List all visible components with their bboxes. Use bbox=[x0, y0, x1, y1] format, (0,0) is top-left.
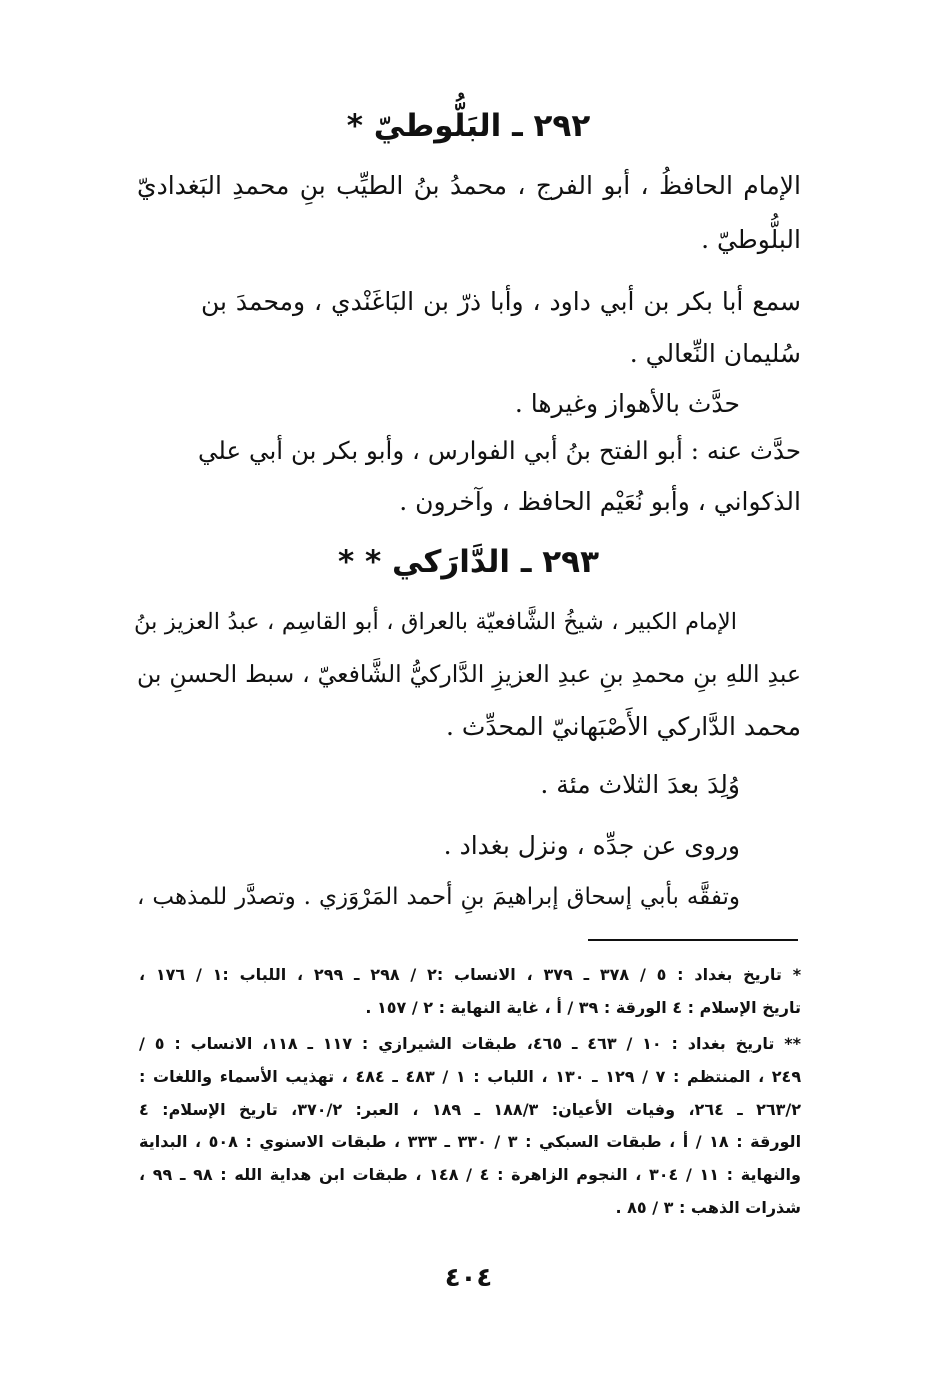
body-line: وُلِدَ بعدَ الثلاث مئة . bbox=[540, 770, 740, 799]
body-line: سمع أبا بكر بن أبي داود ، وأبا ذرّ بن البَاغَنْدي ، ومحمدَ بن bbox=[201, 287, 801, 316]
footnote-line: * تاريخ بغداد : ٥ / ٣٧٨ ـ ٣٧٩ ، الانساب :٢ / ٢٩٨ ـ ٢٩٩ ، اللباب :١ / ١٧٦ ، bbox=[139, 965, 802, 984]
body-line: سُليمان النِّعالي . bbox=[629, 339, 801, 368]
body-line: وتفقَّه بأبي إسحاق إبراهيمَ بنِ أحمد المَرْوَزي . وتصدَّر للمذهب ، bbox=[137, 884, 740, 910]
footnote-line: تاريخ الإسلام : ٤ الورقة : ٣٩ / أ ، غاية النهاية : ٢ / ١٥٧ . bbox=[365, 998, 801, 1017]
entry-heading-292: ٢٩٢ ـ البَلُّوطيّ * bbox=[346, 108, 591, 144]
body-line: وروى عن جدِّه ، ونزل بغداد . bbox=[443, 831, 740, 860]
body-line: حدَّث عنه : أبو الفتح بنُ أبي الفوارس ، وأبو بكر بن أبي علي bbox=[198, 436, 801, 465]
body-line: الإمام الكبير ، شيخُ الشَّافعيّة بالعراق ، أبو القاسِم ، عبدُ العزيز بنُ bbox=[134, 609, 737, 635]
body-line: الذكواني ، وأبو نُعَيْم الحافظ ، وآخرون . bbox=[399, 487, 801, 516]
body-line: حدَّث بالأهواز وغيرها . bbox=[514, 389, 740, 418]
entry-heading-293: ٢٩٣ ـ الدَّارَكي * * bbox=[338, 544, 599, 580]
page-number: ٤٠٤ bbox=[444, 1263, 493, 1293]
footnote-line: والنهاية : ١١ / ٣٠٤ ، النجوم الزاهرة : ٤ / ١٤٨ ، طبقات ابن هداية الله : ٩٨ ـ ٩٩ ، bbox=[139, 1165, 801, 1184]
footnote-line: ** تاريخ بغداد : ١٠ / ٤٦٣ ـ ٤٦٥، طبقات الشيرازي : ١١٧ ـ ١١٨، الانساب : ٥ / bbox=[139, 1034, 801, 1053]
body-line: البلُّوطيّ . bbox=[701, 225, 801, 254]
footnote-line: الورقة : ١٨ / أ ، طبقات السبكي : ٣ / ٣٣٠ ـ ٣٣٣ ، طبقات الاسنوي : ٥٠٨ ، البداية bbox=[139, 1132, 802, 1151]
body-line: محمد الدَّاركي الأَصْبَهانيّ المحدِّث . bbox=[445, 712, 801, 741]
footnote-line: شذرات الذهب : ٣ / ٨٥ . bbox=[615, 1198, 801, 1217]
footnote-separator bbox=[588, 939, 798, 941]
body-line: الإمام الحافظُ ، أبو الفرج ، محمدُ بنُ الطيِّب بنِ محمدِ البَغداديّ bbox=[137, 171, 801, 200]
footnote-line: ٢٤٩ ، المنتظم : ٧ / ١٢٩ ـ ١٣٠ ، اللباب : ١ / ٤٨٣ ـ ٤٨٤ ، تهذيب الأسماء واللغات : bbox=[139, 1067, 802, 1086]
body-line: عبدِ اللهِ بنِ محمدِ بنِ عبدِ العزيزِ الدَّاركيُّ الشَّافعيّ ، سبط الحسنِ بن bbox=[137, 660, 801, 688]
footnote-line: ٢٦٣/٢ ـ ٢٦٤، وفيات الأعيان: ١٨٨/٣ ـ ١٨٩ ، العبر: ٣٧٠/٢، تاريخ الإسلام: ٤ bbox=[139, 1100, 802, 1119]
